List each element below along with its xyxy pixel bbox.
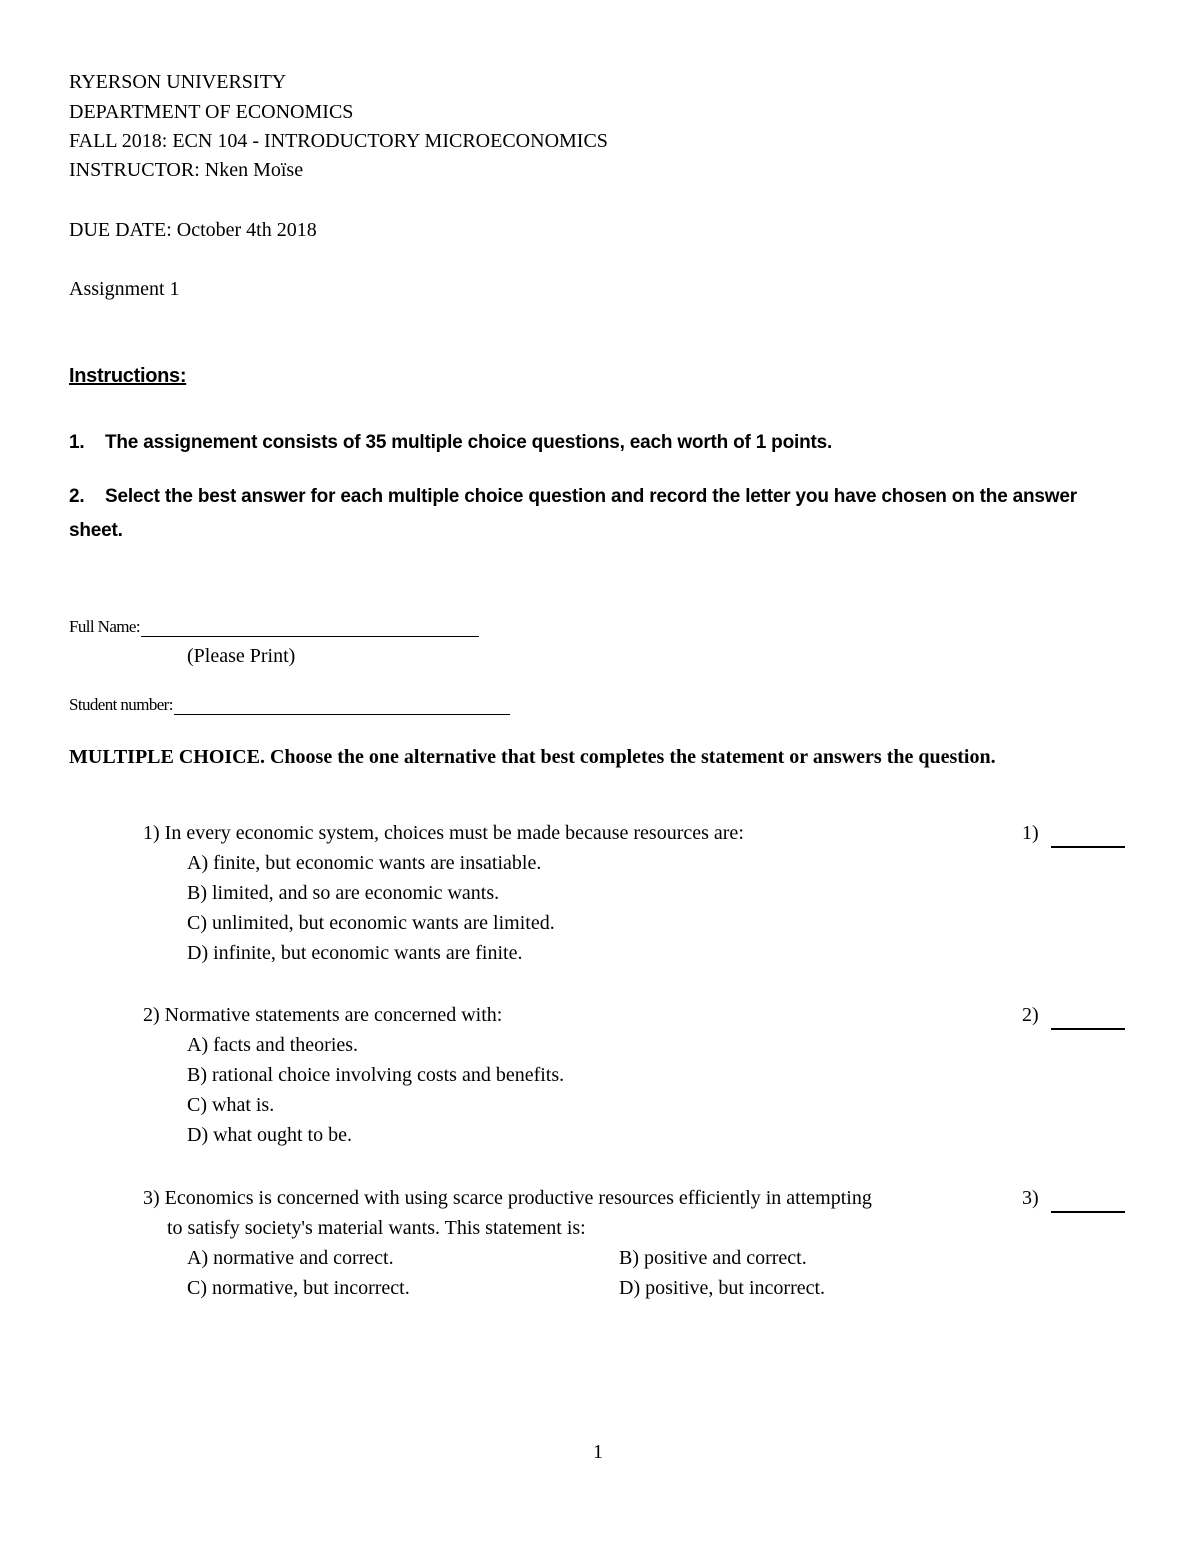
department-name: DEPARTMENT OF ECONOMICS xyxy=(69,101,354,123)
options-grid xyxy=(143,1243,1133,1303)
answer-slot-3 xyxy=(1022,1183,1125,1213)
student-number-label: Student number: xyxy=(69,695,173,714)
question-stem: 3) Economics is concerned with using scarce productive resources efficiently in attempting xyxy=(143,1187,872,1209)
full-name-field[interactable] xyxy=(141,616,479,637)
answer-label: 2) xyxy=(1022,1004,1039,1026)
answer-blank[interactable] xyxy=(1051,1195,1125,1213)
question-stem-continued: to satisfy society's material wants. This statement is: xyxy=(167,1217,586,1239)
option-c[interactable]: C) normative, but incorrect. xyxy=(187,1277,410,1299)
university-name: RYERSON UNIVERSITY xyxy=(69,71,287,93)
please-print-note: (Please Print) xyxy=(187,645,296,667)
answer-label: 1) xyxy=(1022,822,1039,844)
option-a[interactable]: A) normative and correct. xyxy=(187,1247,394,1269)
instruction-item xyxy=(69,426,832,460)
instructions-heading: Instructions: xyxy=(69,365,187,387)
option-b[interactable]: B) limited, and so are economic wants. xyxy=(187,882,500,904)
student-number-row xyxy=(69,694,510,715)
answer-label: 3) xyxy=(1022,1187,1039,1209)
instruction-text: Select the best answer for each multiple choice question and record the letter you have chosen on the answer sheet. xyxy=(69,486,1077,541)
full-name-label: Full Name: xyxy=(69,617,140,636)
option-d[interactable]: D) infinite, but economic wants are finite. xyxy=(187,942,523,964)
answer-blank[interactable] xyxy=(1051,1012,1125,1030)
course-title: FALL 2018: ECN 104 - INTRODUCTORY MICROECONOMICS xyxy=(69,130,608,152)
answer-slot-1 xyxy=(1022,818,1125,848)
option-a[interactable]: A) facts and theories. xyxy=(187,1034,359,1056)
instructor-line: INSTRUCTOR: Nken Moïse xyxy=(69,159,304,181)
option-c[interactable]: C) unlimited, but economic wants are limited. xyxy=(187,912,555,934)
question-3 xyxy=(143,1183,1133,1303)
student-number-field[interactable] xyxy=(174,694,510,715)
option-c[interactable]: C) what is. xyxy=(187,1094,275,1116)
option-a[interactable]: A) finite, but economic wants are insatiable. xyxy=(187,852,542,874)
option-d[interactable]: D) what ought to be. xyxy=(187,1124,352,1146)
instruction-item xyxy=(69,480,1099,548)
page-number: 1 xyxy=(593,1441,603,1463)
multiple-choice-heading: MULTIPLE CHOICE. Choose the one alternative that best completes the statement or answers the question. xyxy=(69,746,996,768)
full-name-row xyxy=(69,616,479,637)
instruction-text: The assignement consists of 35 multiple choice questions, each worth of 1 points. xyxy=(105,432,833,453)
option-b[interactable]: B) rational choice involving costs and benefits. xyxy=(187,1064,565,1086)
answer-slot-2 xyxy=(1022,1000,1125,1030)
question-stem: 1) In every economic system, choices must be made because resources are: xyxy=(143,822,744,844)
question-1 xyxy=(143,818,1133,968)
option-d[interactable]: D) positive, but incorrect. xyxy=(619,1277,826,1299)
question-stem: 2) Normative statements are concerned with: xyxy=(143,1004,503,1026)
instruction-number: 1. xyxy=(69,432,85,453)
answer-blank[interactable] xyxy=(1051,830,1125,848)
question-2 xyxy=(143,1000,1133,1150)
due-date: DUE DATE: October 4th 2018 xyxy=(69,219,317,241)
option-b[interactable]: B) positive and correct. xyxy=(619,1247,807,1269)
assignment-title: Assignment 1 xyxy=(69,278,180,300)
instruction-number: 2. xyxy=(69,486,85,507)
